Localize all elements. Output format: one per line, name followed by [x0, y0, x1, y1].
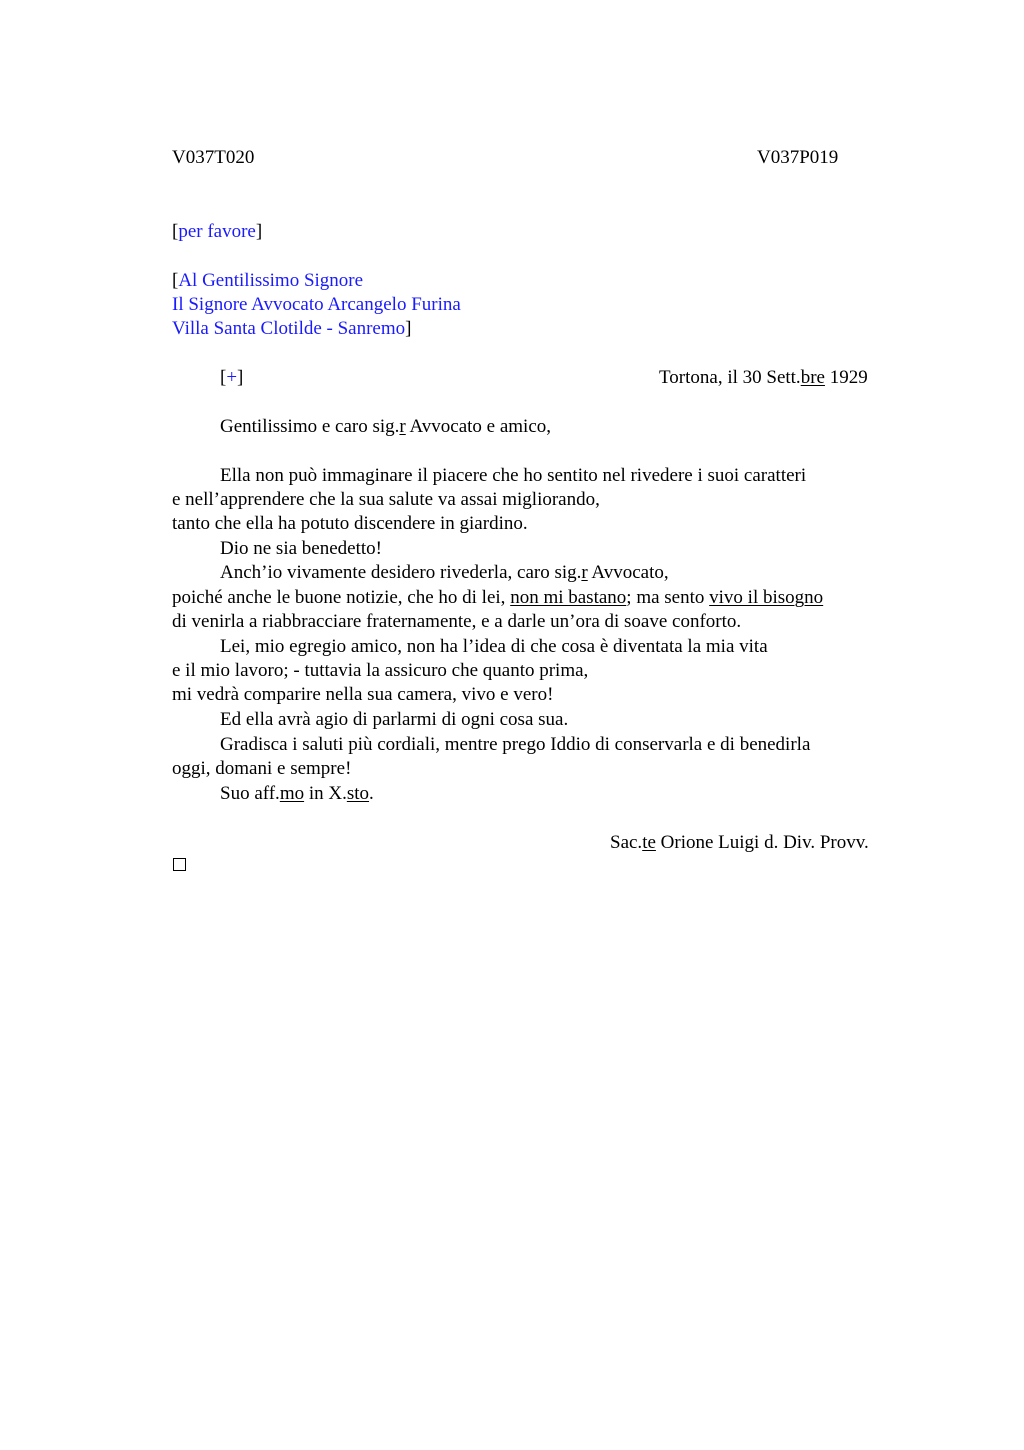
address-line-3	[172, 317, 411, 341]
body-line-11: Ed ella avrà agio di parlarmi di ogni cosa sua.	[220, 709, 569, 730]
body-line-5	[220, 561, 669, 585]
bracket-close: ]	[405, 318, 412, 339]
closing-prefix: Suo aff.	[220, 783, 280, 804]
dateline-year: 1929	[824, 367, 868, 388]
body-line-8: Lei, mio egregio amico, non ha l’idea di che cosa è diventata la mia vita	[220, 636, 768, 657]
archive-code-right: V037P019	[757, 147, 839, 168]
closing-abbrev-1: mo	[279, 783, 305, 804]
archive-code-left: V037T020	[172, 147, 255, 168]
address-line-2: Il Signore Avvocato Arcangelo Furina	[172, 294, 461, 315]
bracket-open: [	[220, 367, 227, 388]
body-line-6-emphasis-1: non mi bastano	[510, 587, 627, 608]
dateline-abbrev: bre	[800, 367, 825, 388]
cross-icon: +	[226, 367, 238, 388]
body-line-6-b: ; ma sento	[626, 587, 710, 608]
signature-prefix: Sac.	[610, 832, 643, 853]
cross-mark	[220, 366, 243, 390]
address-line-1	[172, 269, 363, 293]
closing-abbrev-2: sto	[346, 783, 370, 804]
bracket-close: ]	[237, 367, 244, 388]
body-line-10: mi vedrà comparire nella sua camera, vivo e vero!	[172, 684, 554, 705]
bracket-close: ]	[255, 221, 263, 242]
body-line-1: Ella non può immaginare il piacere che ho sentito nel rivedere i suoi caratteri	[220, 465, 807, 486]
note-per-favore	[172, 220, 262, 244]
body-line-6	[172, 586, 823, 610]
body-line-14	[220, 782, 374, 806]
body-line-12: Gradisca i saluti più cordiali, mentre prego Iddio di conservarla e di benedirla	[220, 734, 811, 755]
bracket-open: [	[172, 270, 179, 291]
salutation-abbrev: r	[399, 416, 406, 437]
body-line-13: oggi, domani e sempre!	[172, 758, 352, 779]
body-line-6-emphasis-2: vivo il bisogno	[709, 587, 824, 608]
checkbox-square-icon	[173, 858, 186, 871]
salutation-prefix: Gentilissimo e caro sig.	[220, 416, 400, 437]
address-text-1: Al Gentilissimo Signore	[178, 270, 364, 291]
address-text-3: Villa Santa Clotilde - Sanremo	[172, 318, 406, 339]
note-text: per favore	[178, 221, 256, 242]
body-line-2: e nell’apprendere che la sua salute va assai migliorando,	[172, 489, 600, 510]
dateline	[659, 366, 868, 390]
closing-mid: in X.	[304, 783, 347, 804]
body-line-5-abbrev: r	[581, 562, 588, 583]
signature	[610, 831, 869, 855]
signature-abbrev: te	[642, 832, 656, 853]
body-line-9: e il mio lavoro; - tuttavia la assicuro che quanto prima,	[172, 660, 589, 681]
body-line-6-a: poiché anche le buone notizie, che ho di lei,	[172, 587, 511, 608]
body-line-5-suffix: Avvocato,	[587, 562, 669, 583]
body-line-4: Dio ne sia benedetto!	[220, 538, 382, 559]
closing-end: .	[369, 783, 374, 804]
signature-name: Orione Luigi d. Div. Provv.	[655, 832, 869, 853]
salutation-suffix: Avvocato e amico,	[405, 416, 552, 437]
salutation	[220, 415, 551, 439]
bracket-open: [	[172, 221, 179, 242]
body-line-5-prefix: Anch’io vivamente desidero rivederla, caro sig.	[220, 562, 582, 583]
dateline-prefix: Tortona, il 30 Sett.	[659, 367, 801, 388]
body-line-3: tanto che ella ha potuto discendere in giardino.	[172, 513, 528, 534]
body-line-7: di venirla a riabbracciare fraternamente, e a darle un’ora di soave conforto.	[172, 611, 742, 632]
